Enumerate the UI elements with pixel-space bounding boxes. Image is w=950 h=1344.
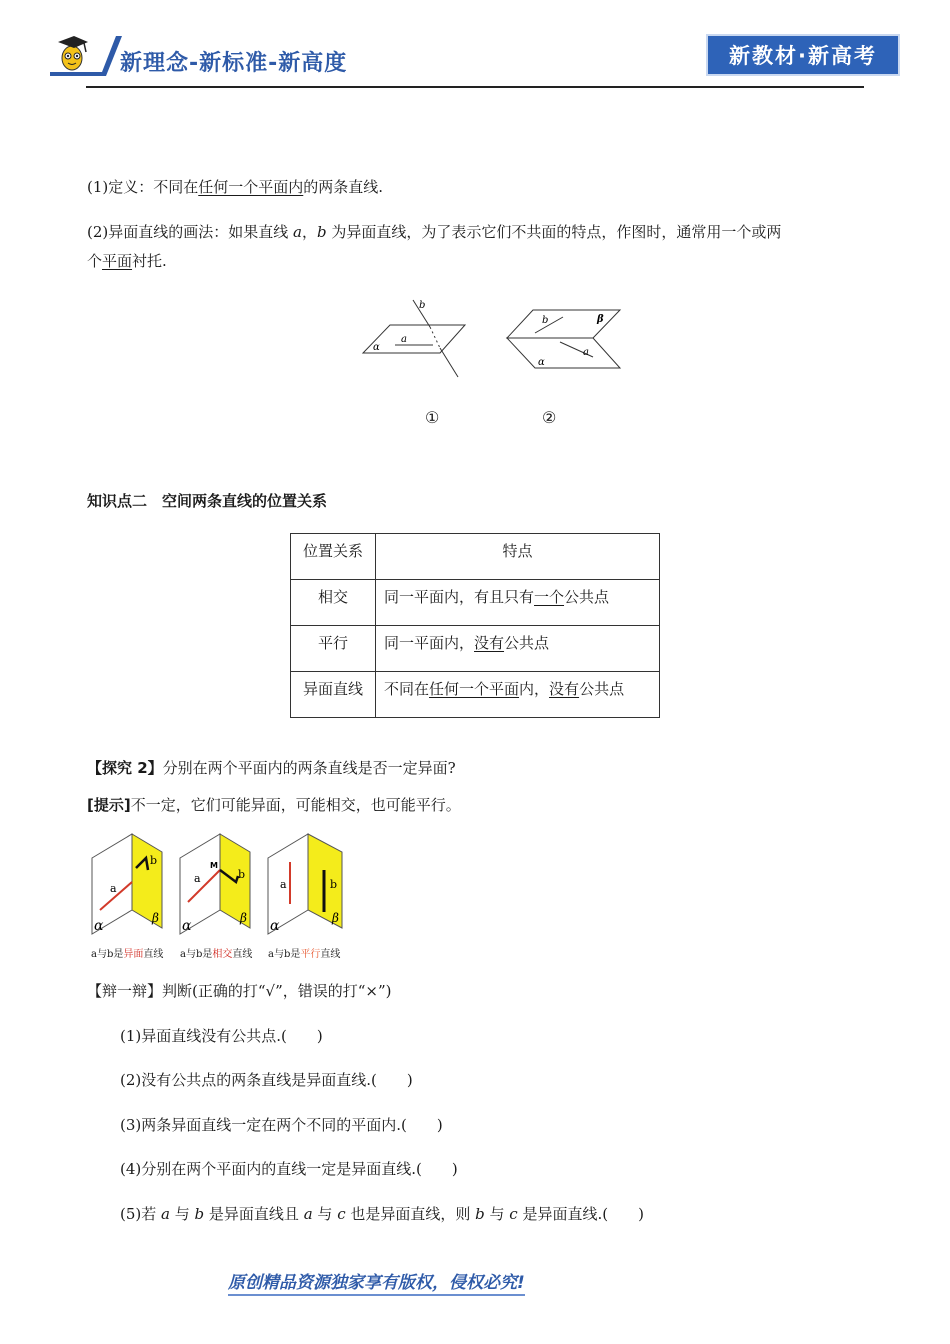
table-row bbox=[291, 626, 660, 672]
header-divider bbox=[86, 86, 864, 88]
draw-text: 个 bbox=[87, 252, 103, 270]
table-row bbox=[291, 534, 660, 580]
def-suffix: 的两条直线. bbox=[303, 178, 384, 196]
label-a-1: a bbox=[401, 334, 407, 345]
figure-caption-2: ② bbox=[542, 408, 557, 427]
item-text: 也是异面直线，则 bbox=[345, 1205, 476, 1223]
explore-tag: 【探究 2】 bbox=[87, 759, 163, 777]
skew-lines-figure bbox=[355, 295, 635, 385]
panel1-alpha: α bbox=[94, 918, 104, 934]
panel2-m: M bbox=[210, 861, 218, 870]
logo-icon bbox=[46, 28, 126, 80]
drawing-method-line2 bbox=[87, 251, 167, 271]
panel2-a: a bbox=[194, 872, 201, 885]
panel3-a: a bbox=[280, 878, 287, 891]
item-text: 与 bbox=[312, 1205, 338, 1223]
draw-text: 衬托. bbox=[132, 252, 167, 270]
drawing-method-line1 bbox=[87, 222, 781, 242]
def-underlined: 任何一个平面内 bbox=[198, 178, 304, 196]
judge-item-5 bbox=[120, 1204, 644, 1224]
draw-underlined: 平面 bbox=[102, 252, 133, 270]
var-a: a bbox=[303, 1205, 313, 1223]
cap-highlight: 平行 bbox=[300, 949, 321, 960]
panel-intersect bbox=[180, 834, 250, 934]
panel-caption-intersect bbox=[180, 945, 252, 960]
judge-intro bbox=[87, 981, 392, 1001]
figure-caption-1: ① bbox=[425, 408, 440, 427]
cell-text: 同一平面内，有且只有 bbox=[384, 588, 535, 606]
cap-text: a与b是 bbox=[268, 949, 301, 960]
cell-text: 不同在 bbox=[384, 680, 430, 698]
cell-text: 公共点 bbox=[579, 680, 625, 698]
cap-text: a与b是 bbox=[180, 949, 213, 960]
panel1-a: a bbox=[110, 882, 117, 895]
item-text: (5)若 bbox=[120, 1205, 162, 1223]
cell-underlined: 没有 bbox=[549, 680, 580, 698]
cap-text: 直线 bbox=[143, 949, 164, 960]
item-text: 与 bbox=[169, 1205, 195, 1223]
header-brand-badge: 新教材·新高考 bbox=[706, 34, 900, 76]
draw-sep: ， bbox=[301, 223, 317, 241]
section-title-kp2: 知识点二 空间两条直线的位置关系 bbox=[87, 492, 328, 510]
var-a: a bbox=[293, 223, 302, 241]
hint-line bbox=[87, 795, 461, 815]
table-cell: 相交 bbox=[291, 580, 376, 626]
panel2-beta: β bbox=[240, 911, 247, 925]
var-b: b bbox=[317, 223, 327, 241]
panel3-beta: β bbox=[332, 911, 339, 925]
line-b-1-bottom bbox=[440, 348, 458, 377]
cell-text: 公共点 bbox=[504, 634, 550, 652]
label-beta-2: β bbox=[597, 314, 604, 325]
panel1-b: b bbox=[150, 854, 158, 867]
cell-text: 同一平面内， bbox=[384, 634, 475, 652]
panel2-alpha: α bbox=[182, 918, 192, 934]
judge-text: 判断(正确的打“√”，错误的打“×”) bbox=[162, 982, 392, 1000]
label-alpha-2: α bbox=[538, 357, 545, 368]
var-a: a bbox=[161, 1205, 170, 1223]
panel-caption-parallel bbox=[268, 945, 340, 960]
table-cell: 异面直线 bbox=[291, 672, 376, 718]
var-c: c bbox=[337, 1205, 346, 1223]
var-b: b bbox=[194, 1205, 205, 1223]
cell-text: 内， bbox=[519, 680, 550, 698]
table-cell: 平行 bbox=[291, 626, 376, 672]
plane-alpha-2 bbox=[507, 338, 620, 368]
var-b: b bbox=[475, 1205, 485, 1223]
table-header-cell: 位置关系 bbox=[291, 534, 376, 580]
cell-underlined: 没有 bbox=[474, 634, 505, 652]
cap-text: a与b是 bbox=[91, 949, 124, 960]
cell-underlined: 任何一个平面 bbox=[429, 680, 520, 698]
cap-highlight: 异面 bbox=[123, 949, 144, 960]
panel3-b: b bbox=[330, 878, 338, 891]
copyright-footer: 原创精品资源独家享有版权，侵权必究! bbox=[228, 1268, 525, 1296]
draw-text: (2)异面直线的画法：如果直线 bbox=[87, 223, 294, 241]
table-header-cell: 特点 bbox=[376, 534, 660, 580]
hint-text: 不一定，它们可能异面，可能相交，也可能平行。 bbox=[130, 796, 461, 814]
judge-item-4: (4)分别在两个平面内的直线一定是异面直线.( ) bbox=[120, 1160, 458, 1178]
table-cell bbox=[376, 626, 660, 672]
cap-highlight: 相交 bbox=[212, 949, 233, 960]
label-b-1: b bbox=[419, 300, 426, 311]
explore-question bbox=[87, 758, 456, 778]
label-b-2: b bbox=[542, 315, 549, 326]
def-prefix: (1)定义：不同在 bbox=[87, 178, 199, 196]
table-row bbox=[291, 580, 660, 626]
panel2-b: b bbox=[238, 868, 246, 881]
item-text: 是异面直线且 bbox=[204, 1205, 304, 1223]
panel-skew bbox=[92, 834, 162, 934]
panel1-beta: β bbox=[152, 911, 159, 925]
explore-text: 分别在两个平面内的两条直线是否一定异面? bbox=[162, 759, 456, 777]
panel3-alpha: α bbox=[270, 918, 280, 934]
judge-item-2: (2)没有公共点的两条直线是异面直线.( ) bbox=[120, 1071, 413, 1089]
item-text: 是异面直线.( ) bbox=[517, 1205, 644, 1223]
judge-item-3: (3)两条异面直线一定在两个不同的平面内.( ) bbox=[120, 1116, 443, 1134]
position-relation-table bbox=[290, 533, 660, 718]
label-a-2: a bbox=[583, 347, 589, 358]
line-b-2 bbox=[535, 317, 563, 333]
table-cell bbox=[376, 672, 660, 718]
panel-caption-skew bbox=[91, 945, 163, 960]
draw-text: 为异面直线，为了表示它们不共面的特点，作图时，通常用一个或两 bbox=[326, 223, 782, 241]
definition-line bbox=[87, 177, 383, 197]
table-row bbox=[291, 672, 660, 718]
item-text: 与 bbox=[484, 1205, 510, 1223]
judge-tag: 【辩一辩】 bbox=[87, 982, 163, 1000]
table-cell bbox=[376, 580, 660, 626]
label-alpha-1: α bbox=[373, 342, 380, 353]
line-relation-panels bbox=[88, 830, 353, 938]
cap-text: 直线 bbox=[232, 949, 253, 960]
judge-item-1: (1)异面直线没有公共点.( ) bbox=[120, 1027, 323, 1045]
var-c: c bbox=[509, 1205, 518, 1223]
cell-text: 公共点 bbox=[564, 588, 610, 606]
cell-underlined: 一个 bbox=[534, 588, 565, 606]
cap-text: 直线 bbox=[320, 949, 341, 960]
panel-parallel bbox=[268, 834, 342, 934]
hint-tag: [提示] bbox=[87, 796, 131, 814]
header-slogan: 新理念-新标准-新高度 bbox=[120, 51, 348, 76]
